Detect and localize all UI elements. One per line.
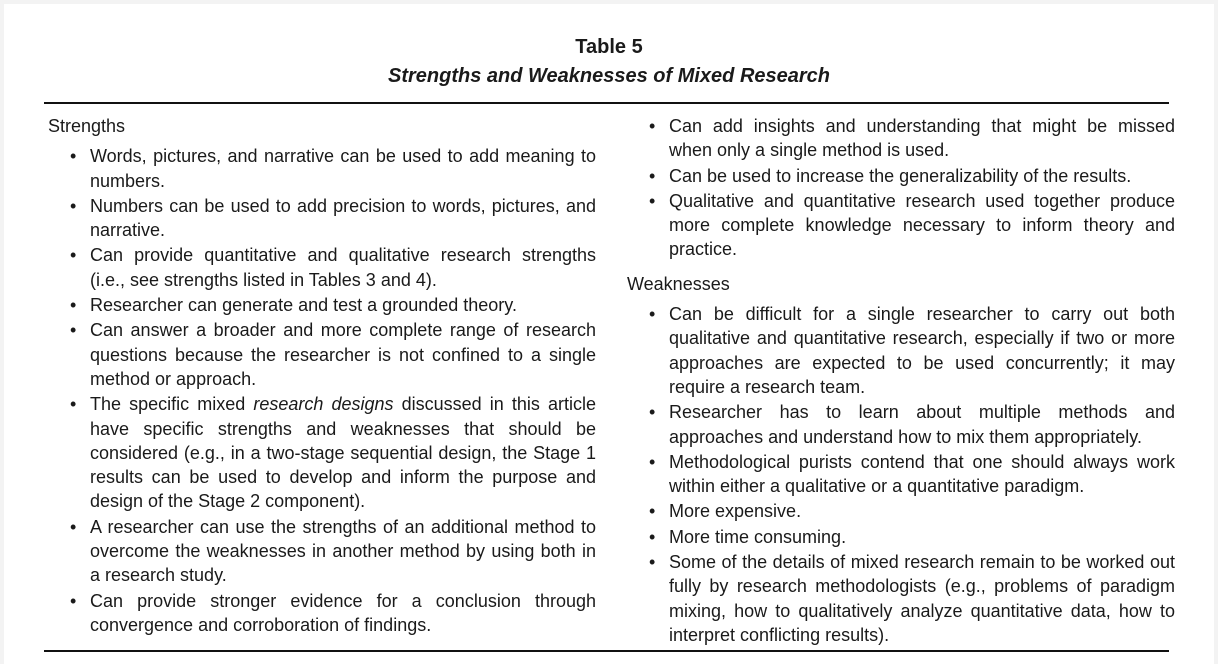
strength-item: • Can provide quantitative and qualitative research strengths (i.e., see strengths listed in Tables 3 and 4). — [70, 245, 596, 290]
weakness-item: • More time consuming. — [669, 525, 1175, 549]
bullet-icon: • — [649, 304, 656, 325]
bullet-icon: • — [70, 245, 77, 266]
bullet-icon: • — [649, 165, 656, 186]
strength-item: • Can add insights and understanding that might be missed when only a single method is used. — [649, 116, 1175, 161]
bullet-icon: • — [649, 451, 656, 472]
weakness-item: • More expensive. — [669, 499, 1175, 523]
strength-item: • Can provide stronger evidence for a conclusion through convergence and corroboration of findings. — [70, 590, 596, 635]
weakness-item: • Can be difficult for a single researcher to carry out both qualitative and quantitative research, especially if two or more approaches are expected to be used concurrently; it may require a research team. — [649, 304, 1175, 397]
weaknesses-list — [627, 302, 1175, 647]
strength-item: • The specific mixed research designs discussed in this article have specific strengths and weaknesses that should be considered (e.g., in a two-stage sequential design, the Stage 1 results can be used to develop and inform the purpose and design of the Stage 2 component). — [70, 394, 596, 512]
bullet-icon: • — [70, 394, 77, 415]
bullet-icon: • — [70, 590, 77, 611]
right-column — [627, 114, 1175, 648]
table-label: Table 5 — [575, 36, 643, 58]
bullet-icon: • — [70, 516, 77, 537]
table-caption: Strengths and Weaknesses of Mixed Research — [387, 65, 830, 87]
bullet-icon: • — [649, 116, 656, 136]
emphasis-text: research designs — [253, 394, 394, 415]
weakness-item: • Researcher has to learn about multiple methods and approaches and understand how to mix them appropriately. — [649, 402, 1175, 447]
bullet-icon: • — [649, 552, 656, 573]
strength-item: • Qualitative and quantitative research used together produce more complete knowledge necessary to inform theory and practice. — [649, 190, 1175, 260]
strengths-heading: Strengths — [48, 116, 126, 136]
top-rule — [44, 102, 1169, 104]
strength-item: • Numbers can be used to add precision to words, pictures, and narrative. — [70, 195, 596, 241]
bullet-icon: • — [70, 195, 77, 216]
strength-item: • Words, pictures, and narrative can be used to add meaning to numbers. — [70, 146, 596, 191]
weaknesses-heading: Weaknesses — [627, 273, 730, 294]
bullet-icon: • — [649, 501, 656, 522]
strength-item: • Researcher can generate and test a grounded theory. — [90, 293, 596, 317]
bottom-rule — [44, 650, 1169, 652]
weakness-item: • Some of the details of mixed research remain to be worked out fully by research methodologists (e.g., problems of paradigm mixing, how to qualitatively analyze quantitative data, how to interpret conflicting results). — [649, 552, 1175, 645]
bullet-icon: • — [649, 526, 656, 547]
strengths-list-continued — [627, 114, 1175, 262]
table-page — [4, 4, 1214, 664]
strengths-list — [48, 144, 596, 637]
bullet-icon: • — [70, 320, 77, 341]
bullet-icon: • — [649, 402, 656, 423]
strength-item: • Can be used to increase the generalizability of the results. — [669, 164, 1175, 188]
bullet-icon: • — [649, 190, 656, 211]
weakness-item: • Methodological purists contend that one should always work within either a qualitative or a quantitative paradigm. — [649, 451, 1175, 497]
bullet-icon: • — [70, 146, 77, 167]
bullet-icon: • — [70, 295, 77, 316]
left-column — [48, 114, 596, 638]
strength-item: • Can answer a broader and more complete range of research questions because the researcher is not confined to a single method or approach. — [70, 320, 596, 389]
strength-item: • A researcher can use the strengths of an additional method to overcome the weaknesses in another method by using both in a research study. — [70, 516, 596, 586]
